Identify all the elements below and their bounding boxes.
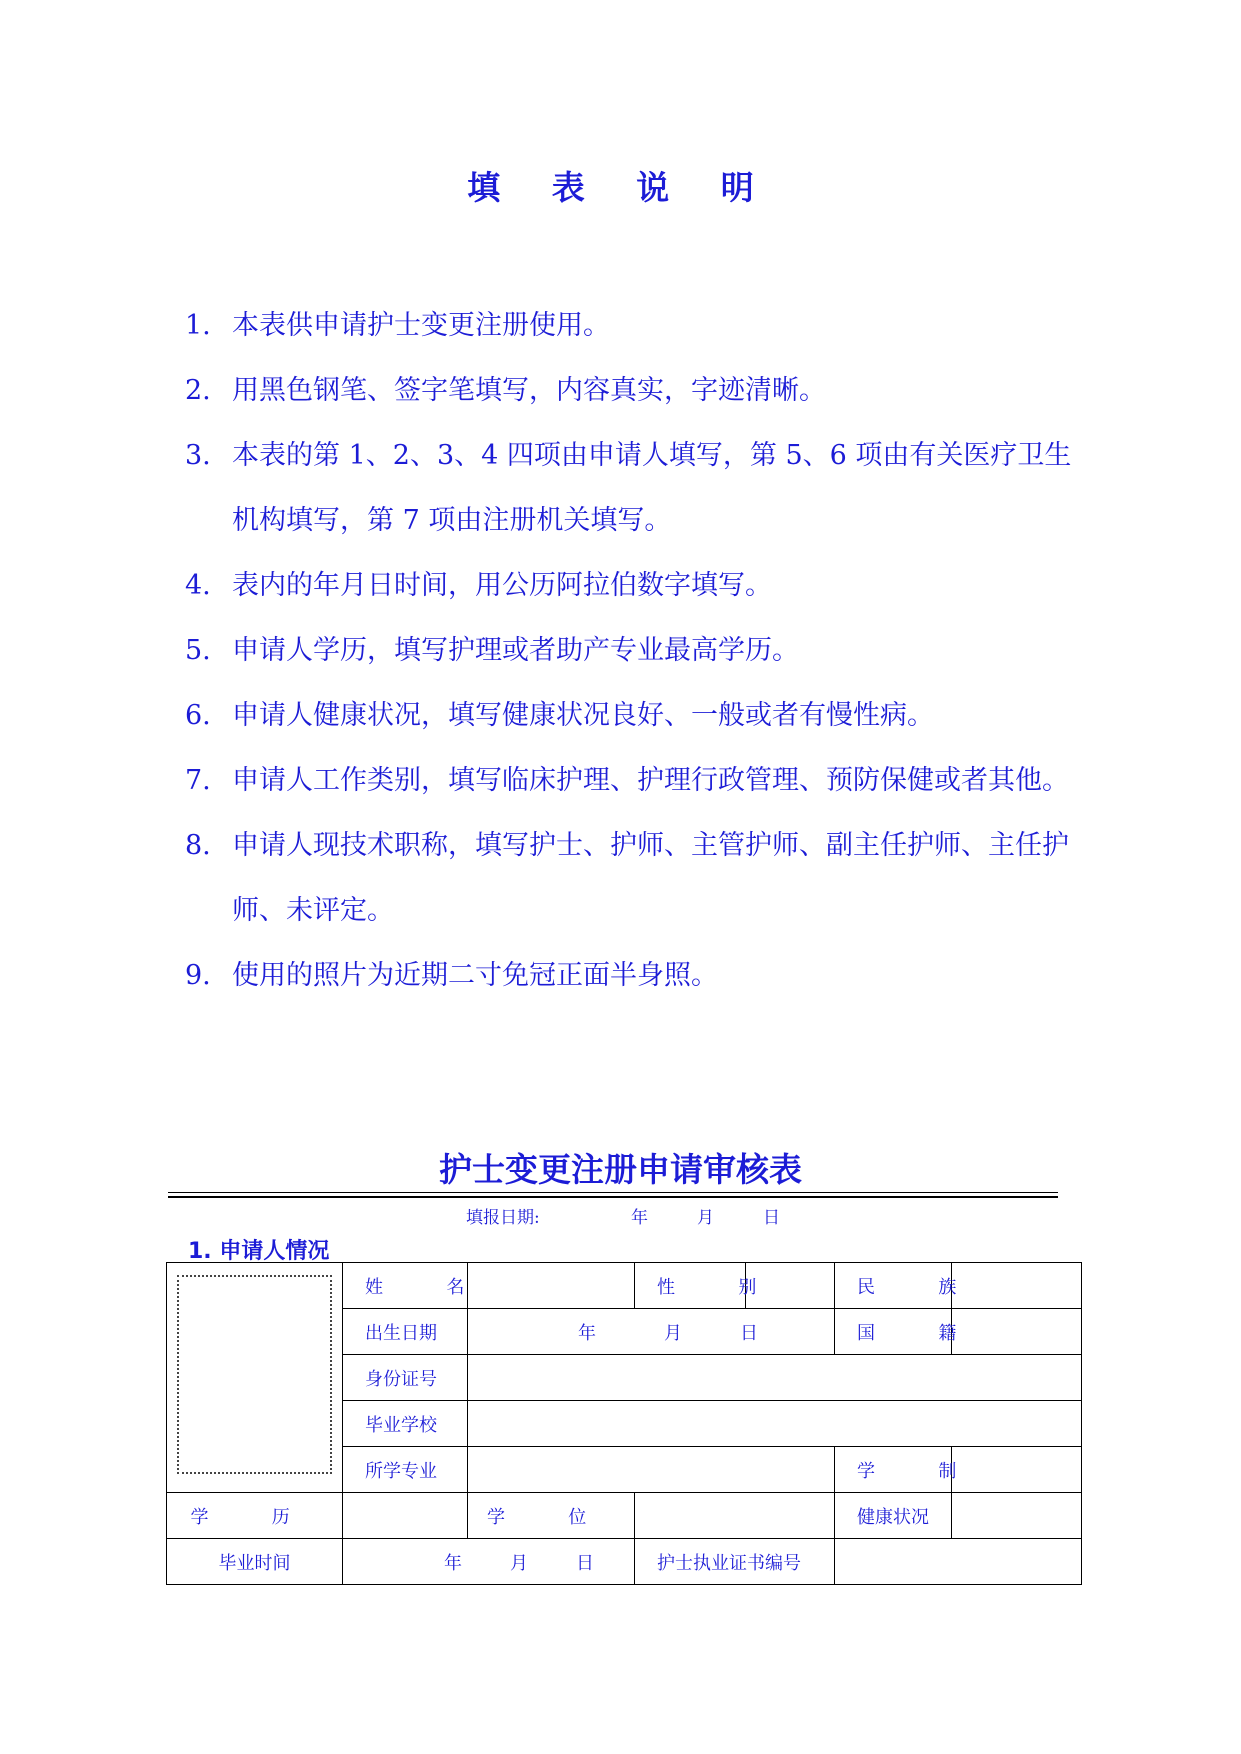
- label-gender: 性 别: [635, 1263, 746, 1309]
- instruction-text: 表内的年月日时间，用公历阿拉伯数字填写。: [232, 570, 772, 601]
- instruction-text: 用黑色钢笔、签字笔填写，内容真实，字迹清晰。: [232, 375, 826, 406]
- label-license-no: 护士执业证书编号: [635, 1539, 835, 1585]
- instruction-number: 5.: [185, 635, 211, 666]
- label-health: 健康状况: [835, 1493, 952, 1539]
- label-name: 姓 名: [343, 1263, 468, 1309]
- fill-date-month: 月: [697, 1208, 714, 1228]
- birth-day: 日: [740, 1322, 758, 1344]
- label-school: 毕业学校: [343, 1401, 468, 1447]
- field-license-no[interactable]: [835, 1539, 1082, 1585]
- label-major: 所学专业: [343, 1447, 468, 1493]
- instruction-item-4: [185, 553, 1085, 618]
- instruction-item-7: [185, 748, 1085, 813]
- instructions-title: 填 表 说 明: [467, 168, 774, 207]
- label-duration: 学 制: [835, 1447, 952, 1493]
- label-id-number: 身份证号: [343, 1355, 468, 1401]
- fill-date-label: 填报日期:: [466, 1208, 540, 1228]
- instruction-number: 4.: [185, 570, 211, 601]
- instruction-item-8: [185, 813, 1085, 943]
- label-ethnicity: 民 族: [835, 1263, 952, 1309]
- fill-date-day: 日: [763, 1208, 780, 1228]
- instruction-text: 申请人现技术职称，填写护士、护师、主管护师、副主任护师、主任护师、未评定。: [232, 830, 1069, 926]
- field-birth-date[interactable]: [468, 1309, 835, 1355]
- instruction-item-9: [185, 943, 1085, 1008]
- instruction-number: 6.: [185, 700, 211, 731]
- instruction-item-3: [185, 423, 1085, 553]
- photo-cell: [167, 1263, 343, 1493]
- label-nationality: 国 籍: [835, 1309, 952, 1355]
- instruction-number: 7.: [185, 765, 211, 796]
- instruction-item-5: [185, 618, 1085, 683]
- instruction-item-1: [185, 293, 1085, 358]
- field-education[interactable]: [343, 1493, 468, 1539]
- label-education: 学 历: [167, 1493, 343, 1539]
- grad-year: 年: [444, 1552, 462, 1574]
- field-school[interactable]: [468, 1401, 1082, 1447]
- instruction-text: 申请人学历，填写护理或者助产专业最高学历。: [232, 635, 799, 666]
- field-major[interactable]: [468, 1447, 835, 1493]
- field-degree[interactable]: [635, 1493, 835, 1539]
- photo-placeholder[interactable]: [177, 1275, 332, 1474]
- instruction-text: 申请人健康状况，填写健康状况良好、一般或者有慢性病。: [232, 700, 934, 731]
- instruction-number: 2.: [185, 375, 211, 406]
- birth-year: 年: [578, 1322, 596, 1344]
- label-degree: 学 位: [468, 1493, 635, 1539]
- field-health[interactable]: [952, 1493, 1082, 1539]
- label-grad-time: 毕业时间: [167, 1539, 343, 1585]
- field-grad-time[interactable]: [343, 1539, 635, 1585]
- fill-date-year: 年: [631, 1208, 648, 1228]
- instruction-number: 9.: [185, 960, 211, 991]
- instruction-item-6: [185, 683, 1085, 748]
- applicant-info-table: [166, 1262, 1082, 1585]
- instruction-text: 本表供申请护士变更注册使用。: [232, 310, 610, 341]
- instruction-text: 使用的照片为近期二寸免冠正面半身照。: [232, 960, 718, 991]
- grad-month: 月: [510, 1552, 528, 1574]
- form-title: 护士变更注册申请审核表: [439, 1150, 802, 1189]
- instruction-number: 1.: [185, 310, 211, 341]
- instruction-text: 本表的第 1、2、3、4 四项由申请人填写，第 5、6 项由有关医疗卫生机构填写，第 7 项由注册机关填写。: [232, 440, 1072, 536]
- instruction-item-2: [185, 358, 1085, 423]
- instruction-text: 申请人工作类别，填写临床护理、护理行政管理、预防保健或者其他。: [232, 765, 1069, 796]
- label-birth-date: 出生日期: [343, 1309, 468, 1355]
- instructions-list: [185, 293, 1085, 1008]
- grad-day: 日: [576, 1552, 594, 1574]
- title-divider: [168, 1192, 1058, 1198]
- field-id-number[interactable]: [468, 1355, 1082, 1401]
- instruction-number: 3.: [185, 440, 211, 471]
- birth-month: 月: [664, 1322, 682, 1344]
- instruction-number: 8.: [185, 830, 211, 861]
- section-applicant-title: 1. 申请人情况: [188, 1239, 330, 1264]
